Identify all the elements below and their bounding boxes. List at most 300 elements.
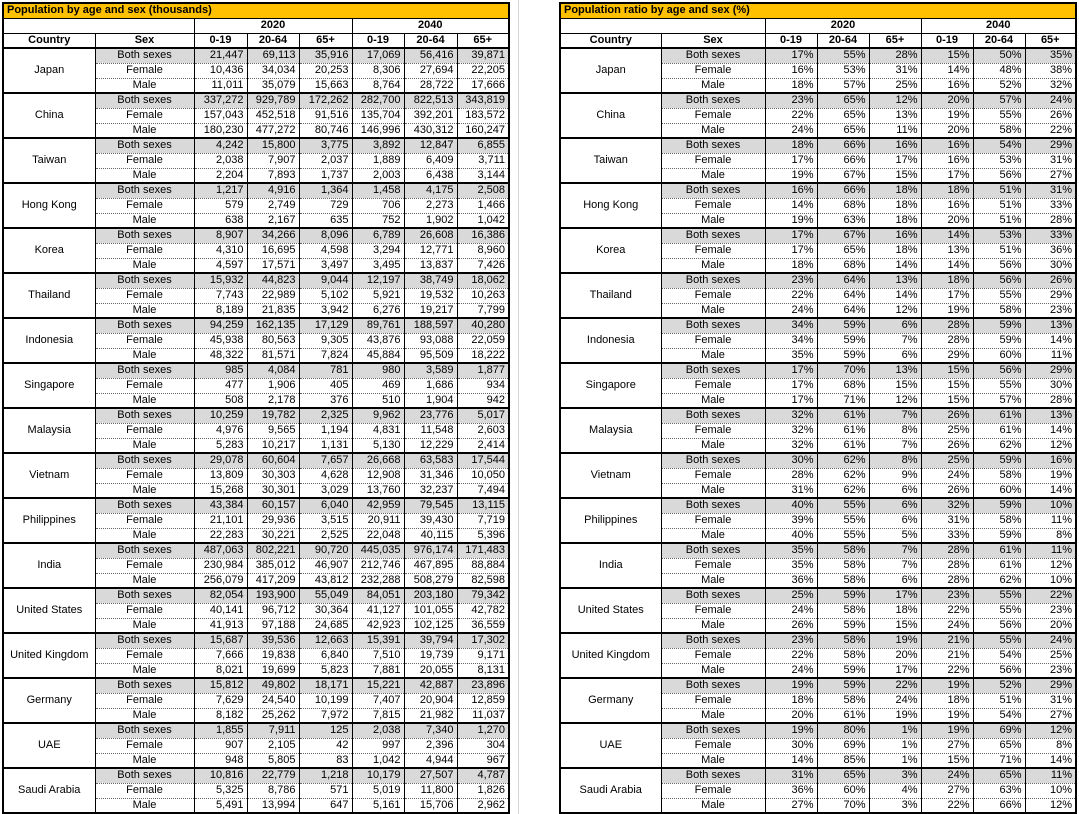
cell-value[interactable]: 4,944 (404, 753, 457, 768)
cell-value[interactable]: 54% (973, 138, 1025, 153)
cell-value[interactable]: 146,996 (352, 123, 404, 138)
cell-value[interactable]: 1,466 (457, 198, 509, 213)
cell-value[interactable]: 33% (1025, 228, 1076, 243)
cell-value[interactable]: 22% (921, 603, 973, 618)
cell-value[interactable]: 28% (921, 333, 973, 348)
cell-value[interactable]: 51% (973, 243, 1025, 258)
cell-value[interactable]: 17% (765, 243, 817, 258)
cell-value[interactable]: 12% (869, 393, 921, 408)
cell-value[interactable]: 56% (973, 363, 1025, 378)
cell-sex[interactable]: Both sexes (95, 48, 194, 63)
cell-sex[interactable]: Both sexes (661, 318, 765, 333)
cell-country[interactable]: Malaysia (3, 408, 95, 453)
cell-value[interactable]: 8,907 (194, 228, 247, 243)
cell-sex[interactable]: Both sexes (95, 228, 194, 243)
cell-value[interactable]: 70% (817, 798, 869, 813)
cell-value[interactable]: 1,131 (299, 438, 352, 453)
cell-value[interactable]: 19,782 (247, 408, 299, 423)
cell-value[interactable]: 22% (869, 678, 921, 693)
cell-value[interactable]: 53% (973, 153, 1025, 168)
cell-sex[interactable]: Both sexes (661, 723, 765, 738)
cell-value[interactable]: 61% (973, 558, 1025, 573)
cell-value[interactable]: 4,175 (404, 183, 457, 198)
cell-sex[interactable]: Male (95, 393, 194, 408)
cell-country[interactable]: UAE (3, 723, 95, 768)
cell-value[interactable]: 8% (1025, 738, 1076, 753)
cell-value[interactable]: 14% (1025, 333, 1076, 348)
cell-value[interactable]: 35,916 (299, 48, 352, 63)
cell-value[interactable]: 56% (973, 258, 1025, 273)
cell-value[interactable]: 58% (817, 558, 869, 573)
cell-value[interactable]: 24% (765, 663, 817, 678)
cell-value[interactable]: 19% (765, 168, 817, 183)
cell-sex[interactable]: Male (95, 168, 194, 183)
cell-value[interactable]: 60% (817, 783, 869, 798)
cell-value[interactable]: 23% (765, 93, 817, 108)
cell-value[interactable]: 11% (869, 123, 921, 138)
cell-value[interactable]: 508 (194, 393, 247, 408)
cell-value[interactable]: 7,510 (352, 648, 404, 663)
cell-value[interactable]: 5,805 (247, 753, 299, 768)
cell-value[interactable]: 7,799 (457, 303, 509, 318)
cell-country[interactable]: United Kingdom (3, 633, 95, 678)
cell-value[interactable]: 16% (765, 63, 817, 78)
cell-value[interactable]: 28% (921, 543, 973, 558)
cell-value[interactable]: 1,855 (194, 723, 247, 738)
cell-value[interactable]: 3,515 (299, 513, 352, 528)
cell-value[interactable]: 385,012 (247, 558, 299, 573)
cell-value[interactable]: 1,458 (352, 183, 404, 198)
cell-value[interactable]: 23% (1025, 663, 1076, 678)
cell-value[interactable]: 58% (817, 648, 869, 663)
cell-country[interactable]: Malaysia (560, 408, 661, 453)
cell-sex[interactable]: Female (95, 693, 194, 708)
cell-value[interactable]: 19,838 (247, 648, 299, 663)
cell-value[interactable]: 55% (817, 48, 869, 63)
cell-country[interactable]: Indonesia (3, 318, 95, 363)
cell-value[interactable]: 61% (973, 543, 1025, 558)
cell-value[interactable]: 29% (921, 348, 973, 363)
cell-value[interactable]: 57% (817, 78, 869, 93)
cell-value[interactable]: 57% (973, 393, 1025, 408)
cell-value[interactable]: 183,572 (457, 108, 509, 123)
cell-country[interactable]: Singapore (3, 363, 95, 408)
cell-value[interactable]: 967 (457, 753, 509, 768)
cell-value[interactable]: 19,532 (404, 288, 457, 303)
cell-value[interactable]: 10,050 (457, 468, 509, 483)
cell-value[interactable]: 8,189 (194, 303, 247, 318)
cell-value[interactable]: 28,722 (404, 78, 457, 93)
cell-value[interactable]: 125 (299, 723, 352, 738)
cell-value[interactable]: 203,180 (404, 588, 457, 603)
cell-value[interactable]: 8,764 (352, 78, 404, 93)
cell-value[interactable]: 30,364 (299, 603, 352, 618)
cell-value[interactable]: 22% (765, 108, 817, 123)
cell-value[interactable]: 66% (817, 153, 869, 168)
cell-value[interactable]: 59% (817, 618, 869, 633)
cell-value[interactable]: 65% (817, 243, 869, 258)
cell-value[interactable]: 29% (1025, 138, 1076, 153)
cell-value[interactable]: 22% (921, 663, 973, 678)
cell-value[interactable]: 36% (765, 783, 817, 798)
cell-value[interactable]: 647 (299, 798, 352, 813)
cell-value[interactable]: 20,055 (404, 663, 457, 678)
cell-sex[interactable]: Both sexes (95, 768, 194, 783)
cell-value[interactable]: 10,217 (247, 438, 299, 453)
cell-value[interactable]: 55% (817, 513, 869, 528)
cell-country[interactable]: Korea (3, 228, 95, 273)
cell-value[interactable]: 28% (869, 48, 921, 63)
cell-value[interactable]: 25% (921, 453, 973, 468)
cell-sex[interactable]: Female (661, 288, 765, 303)
cell-value[interactable]: 445,035 (352, 543, 404, 558)
cell-value[interactable]: 31% (1025, 183, 1076, 198)
cell-value[interactable]: 79,545 (404, 498, 457, 513)
cell-value[interactable]: 29,936 (247, 513, 299, 528)
cell-value[interactable]: 188,597 (404, 318, 457, 333)
cell-value[interactable]: 42,959 (352, 498, 404, 513)
cell-value[interactable]: 12% (869, 93, 921, 108)
cell-value[interactable]: 2,167 (247, 213, 299, 228)
cell-sex[interactable]: Male (95, 78, 194, 93)
cell-value[interactable]: 12% (869, 303, 921, 318)
cell-value[interactable]: 30% (765, 453, 817, 468)
cell-sex[interactable]: Female (661, 63, 765, 78)
cell-value[interactable]: 7% (869, 333, 921, 348)
cell-value[interactable]: 417,209 (247, 573, 299, 588)
cell-value[interactable]: 45,938 (194, 333, 247, 348)
cell-value[interactable]: 12,663 (299, 633, 352, 648)
cell-value[interactable]: 18% (869, 183, 921, 198)
cell-sex[interactable]: Male (661, 303, 765, 318)
cell-country[interactable]: UAE (560, 723, 661, 768)
cell-sex[interactable]: Male (95, 573, 194, 588)
cell-value[interactable]: 56% (973, 663, 1025, 678)
cell-value[interactable]: 15% (921, 393, 973, 408)
cell-value[interactable]: 12,197 (352, 273, 404, 288)
cell-value[interactable]: 69% (973, 723, 1025, 738)
cell-value[interactable]: 23% (1025, 303, 1076, 318)
cell-value[interactable]: 452,518 (247, 108, 299, 123)
cell-value[interactable]: 22,989 (247, 288, 299, 303)
cell-value[interactable]: 20,253 (299, 63, 352, 78)
cell-value[interactable]: 9,044 (299, 273, 352, 288)
cell-value[interactable]: 162,135 (247, 318, 299, 333)
cell-value[interactable]: 24% (1025, 93, 1076, 108)
cell-value[interactable]: 18% (765, 693, 817, 708)
cell-value[interactable]: 781 (299, 363, 352, 378)
cell-value[interactable]: 25% (1025, 648, 1076, 663)
cell-value[interactable]: 26% (921, 408, 973, 423)
cell-value[interactable]: 15,800 (247, 138, 299, 153)
cell-value[interactable]: 5,396 (457, 528, 509, 543)
cell-value[interactable]: 55% (817, 498, 869, 513)
cell-value[interactable]: 32,237 (404, 483, 457, 498)
cell-value[interactable]: 14% (765, 198, 817, 213)
cell-value[interactable]: 7% (869, 438, 921, 453)
cell-value[interactable]: 59% (817, 663, 869, 678)
cell-sex[interactable]: Both sexes (95, 678, 194, 693)
cell-value[interactable]: 41,913 (194, 618, 247, 633)
cell-value[interactable]: 27% (1025, 708, 1076, 723)
cell-value[interactable]: 71% (817, 393, 869, 408)
cell-sex[interactable]: Both sexes (661, 588, 765, 603)
cell-value[interactable]: 22,205 (457, 63, 509, 78)
cell-value[interactable]: 31% (1025, 693, 1076, 708)
cell-value[interactable]: 2,603 (457, 423, 509, 438)
cell-value[interactable]: 19,699 (247, 663, 299, 678)
cell-value[interactable]: 12% (1025, 723, 1076, 738)
cell-value[interactable]: 5,325 (194, 783, 247, 798)
cell-value[interactable]: 28% (921, 558, 973, 573)
cell-value[interactable]: 510 (352, 393, 404, 408)
cell-value[interactable]: 35,079 (247, 78, 299, 93)
cell-value[interactable]: 20% (921, 123, 973, 138)
cell-value[interactable]: 9,171 (457, 648, 509, 663)
cell-value[interactable]: 19% (921, 303, 973, 318)
cell-value[interactable]: 19% (765, 723, 817, 738)
cell-value[interactable]: 635 (299, 213, 352, 228)
cell-value[interactable]: 7% (869, 543, 921, 558)
cell-value[interactable]: 16% (1025, 453, 1076, 468)
cell-value[interactable]: 22% (921, 798, 973, 813)
cell-value[interactable]: 10% (1025, 573, 1076, 588)
cell-value[interactable]: 17,129 (299, 318, 352, 333)
cell-value[interactable]: 20% (1025, 618, 1076, 633)
cell-value[interactable]: 80% (817, 723, 869, 738)
cell-value[interactable]: 68% (817, 378, 869, 393)
cell-value[interactable]: 11,800 (404, 783, 457, 798)
cell-value[interactable]: 3,495 (352, 258, 404, 273)
cell-value[interactable]: 81,571 (247, 348, 299, 363)
cell-value[interactable]: 10,263 (457, 288, 509, 303)
cell-country[interactable]: Taiwan (3, 138, 95, 183)
cell-value[interactable]: 7,907 (247, 153, 299, 168)
cell-value[interactable]: 71% (973, 753, 1025, 768)
cell-sex[interactable]: Female (661, 153, 765, 168)
cell-value[interactable]: 65% (817, 108, 869, 123)
cell-value[interactable]: 58% (817, 633, 869, 648)
cell-value[interactable]: 2,105 (247, 738, 299, 753)
cell-value[interactable]: 430,312 (404, 123, 457, 138)
cell-value[interactable]: 42,887 (404, 678, 457, 693)
cell-value[interactable]: 19% (921, 678, 973, 693)
cell-value[interactable]: 33% (1025, 198, 1076, 213)
cell-value[interactable]: 53% (973, 228, 1025, 243)
cell-value[interactable]: 26,608 (404, 228, 457, 243)
cell-value[interactable]: 135,704 (352, 108, 404, 123)
cell-value[interactable]: 304 (457, 738, 509, 753)
cell-value[interactable]: 212,746 (352, 558, 404, 573)
cell-sex[interactable]: Both sexes (661, 633, 765, 648)
cell-value[interactable]: 3,711 (457, 153, 509, 168)
cell-value[interactable]: 2,962 (457, 798, 509, 813)
cell-value[interactable]: 477,272 (247, 123, 299, 138)
cell-value[interactable]: 25% (765, 588, 817, 603)
cell-value[interactable]: 55% (973, 378, 1025, 393)
cell-value[interactable]: 15% (869, 618, 921, 633)
cell-value[interactable]: 15,812 (194, 678, 247, 693)
cell-value[interactable]: 17% (765, 363, 817, 378)
cell-value[interactable]: 3,589 (404, 363, 457, 378)
cell-value[interactable]: 14% (1025, 423, 1076, 438)
cell-value[interactable]: 27% (1025, 168, 1076, 183)
cell-sex[interactable]: Female (95, 243, 194, 258)
cell-value[interactable]: 39,871 (457, 48, 509, 63)
cell-value[interactable]: 21% (921, 648, 973, 663)
cell-value[interactable]: 31,346 (404, 468, 457, 483)
cell-value[interactable]: 230,984 (194, 558, 247, 573)
cell-value[interactable]: 232,288 (352, 573, 404, 588)
cell-value[interactable]: 28% (765, 468, 817, 483)
cell-value[interactable]: 638 (194, 213, 247, 228)
cell-value[interactable]: 3,942 (299, 303, 352, 318)
cell-value[interactable]: 17% (921, 288, 973, 303)
cell-value[interactable]: 59% (973, 498, 1025, 513)
cell-value[interactable]: 11,037 (457, 708, 509, 723)
cell-sex[interactable]: Both sexes (661, 678, 765, 693)
cell-value[interactable]: 4,916 (247, 183, 299, 198)
cell-value[interactable]: 12,847 (404, 138, 457, 153)
cell-sex[interactable]: Female (95, 108, 194, 123)
cell-value[interactable]: 69,113 (247, 48, 299, 63)
cell-value[interactable]: 19% (869, 708, 921, 723)
cell-value[interactable]: 22% (765, 648, 817, 663)
cell-value[interactable]: 4% (869, 783, 921, 798)
cell-value[interactable]: 25,262 (247, 708, 299, 723)
cell-sex[interactable]: Both sexes (661, 768, 765, 783)
cell-sex[interactable]: Male (95, 528, 194, 543)
cell-sex[interactable]: Male (661, 483, 765, 498)
cell-value[interactable]: 63,583 (404, 453, 457, 468)
cell-value[interactable]: 17% (765, 228, 817, 243)
cell-value[interactable]: 12,771 (404, 243, 457, 258)
cell-sex[interactable]: Male (95, 618, 194, 633)
cell-value[interactable]: 10,436 (194, 63, 247, 78)
cell-sex[interactable]: Male (661, 123, 765, 138)
cell-value[interactable]: 24% (765, 603, 817, 618)
cell-sex[interactable]: Female (661, 603, 765, 618)
cell-value[interactable]: 14% (921, 228, 973, 243)
cell-value[interactable]: 59% (973, 318, 1025, 333)
cell-value[interactable]: 53% (817, 63, 869, 78)
cell-value[interactable]: 18% (921, 273, 973, 288)
cell-sex[interactable]: Both sexes (95, 723, 194, 738)
cell-value[interactable]: 11% (1025, 348, 1076, 363)
cell-country[interactable]: Singapore (560, 363, 661, 408)
cell-value[interactable]: 69% (817, 738, 869, 753)
cell-sex[interactable]: Female (661, 693, 765, 708)
cell-value[interactable]: 83 (299, 753, 352, 768)
cell-value[interactable]: 59% (817, 318, 869, 333)
cell-value[interactable]: 32% (765, 438, 817, 453)
cell-sex[interactable]: Male (661, 663, 765, 678)
cell-value[interactable]: 43,812 (299, 573, 352, 588)
cell-value[interactable]: 56% (973, 273, 1025, 288)
cell-value[interactable]: 5,161 (352, 798, 404, 813)
cell-value[interactable]: 15,268 (194, 483, 247, 498)
cell-value[interactable]: 8% (869, 453, 921, 468)
cell-sex[interactable]: Male (95, 798, 194, 813)
cell-value[interactable]: 948 (194, 753, 247, 768)
cell-value[interactable]: 19% (765, 213, 817, 228)
cell-value[interactable]: 26% (1025, 273, 1076, 288)
cell-country[interactable]: Korea (560, 228, 661, 273)
cell-value[interactable]: 18% (869, 198, 921, 213)
cell-value[interactable]: 56,416 (404, 48, 457, 63)
cell-value[interactable]: 30,303 (247, 468, 299, 483)
cell-sex[interactable]: Female (95, 198, 194, 213)
cell-sex[interactable]: Both sexes (661, 543, 765, 558)
cell-value[interactable]: 13% (869, 108, 921, 123)
cell-country[interactable]: Thailand (560, 273, 661, 318)
cell-sex[interactable]: Female (661, 108, 765, 123)
cell-value[interactable]: 85% (817, 753, 869, 768)
cell-sex[interactable]: Male (661, 618, 765, 633)
cell-value[interactable]: 34,034 (247, 63, 299, 78)
cell-value[interactable]: 8,021 (194, 663, 247, 678)
cell-value[interactable]: 706 (352, 198, 404, 213)
cell-value[interactable]: 42,782 (457, 603, 509, 618)
cell-value[interactable]: 5,283 (194, 438, 247, 453)
cell-value[interactable]: 4,310 (194, 243, 247, 258)
cell-value[interactable]: 60,604 (247, 453, 299, 468)
cell-value[interactable]: 392,201 (404, 108, 457, 123)
cell-sex[interactable]: Female (661, 198, 765, 213)
cell-country[interactable]: Germany (3, 678, 95, 723)
cell-value[interactable]: 88,884 (457, 558, 509, 573)
cell-value[interactable]: 34% (765, 318, 817, 333)
cell-value[interactable]: 7,629 (194, 693, 247, 708)
cell-value[interactable]: 1,218 (299, 768, 352, 783)
cell-value[interactable]: 5,017 (457, 408, 509, 423)
cell-value[interactable]: 41,127 (352, 603, 404, 618)
cell-value[interactable]: 18% (869, 243, 921, 258)
cell-value[interactable]: 28% (921, 318, 973, 333)
cell-value[interactable]: 54% (973, 648, 1025, 663)
cell-value[interactable]: 4,831 (352, 423, 404, 438)
cell-value[interactable]: 20% (869, 648, 921, 663)
cell-value[interactable]: 66% (817, 183, 869, 198)
cell-value[interactable]: 17% (869, 588, 921, 603)
cell-sex[interactable]: Both sexes (95, 183, 194, 198)
cell-value[interactable]: 1,686 (404, 378, 457, 393)
cell-value[interactable]: 55% (973, 108, 1025, 123)
cell-value[interactable]: 8,182 (194, 708, 247, 723)
cell-sex[interactable]: Male (661, 393, 765, 408)
cell-value[interactable]: 14% (921, 258, 973, 273)
cell-value[interactable]: 17,069 (352, 48, 404, 63)
cell-value[interactable]: 7,657 (299, 453, 352, 468)
cell-sex[interactable]: Both sexes (661, 408, 765, 423)
cell-sex[interactable]: Both sexes (661, 453, 765, 468)
cell-value[interactable]: 16% (869, 228, 921, 243)
cell-value[interactable]: 65% (973, 738, 1025, 753)
cell-value[interactable]: 57% (973, 93, 1025, 108)
cell-value[interactable]: 9,962 (352, 408, 404, 423)
cell-value[interactable]: 61% (817, 438, 869, 453)
cell-country[interactable]: Taiwan (560, 138, 661, 183)
cell-value[interactable]: 63% (817, 213, 869, 228)
cell-sex[interactable]: Both sexes (95, 138, 194, 153)
cell-value[interactable]: 30% (1025, 258, 1076, 273)
cell-value[interactable]: 343,819 (457, 93, 509, 108)
cell-value[interactable]: 10,816 (194, 768, 247, 783)
cell-value[interactable]: 27,694 (404, 63, 457, 78)
cell-value[interactable]: 48% (973, 63, 1025, 78)
cell-value[interactable]: 21,982 (404, 708, 457, 723)
cell-sex[interactable]: Female (95, 648, 194, 663)
